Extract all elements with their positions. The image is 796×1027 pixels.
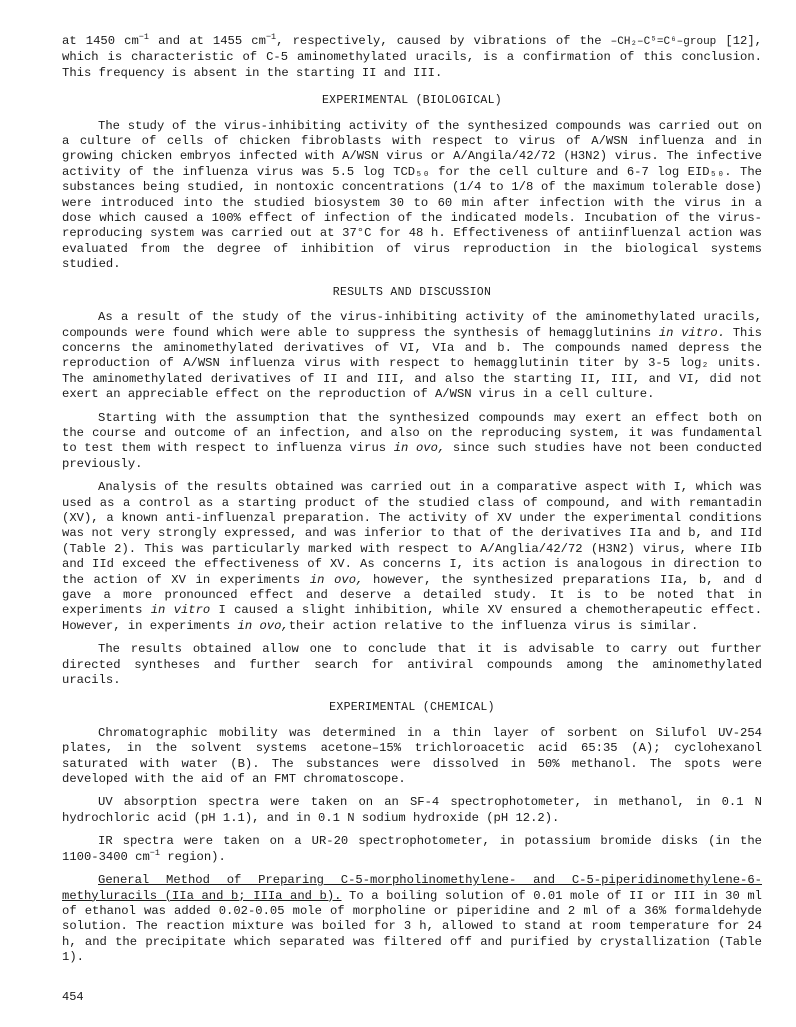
chemical-paragraph-1: Chromatographic mobility was determined in a thin layer of sorbent on Silufol UV-254 plates, in the solvent systems acetone–15% trichloroacetic acid 65:35 (A); cyclohexanol saturated with water (B). The substances were dissolved in 50% methanol. The spots were developed with the aid of an FMT chromatoscope. — [62, 725, 762, 787]
results-paragraph-2 — [62, 411, 762, 473]
chemical-paragraph-2: UV absorption spectra were taken on an SF-4 spectrophotometer, in methanol, in 0.1 N hydrochloric acid (pH 1.1), and in 0.1 N sodium hydroxide (pH 12.2). — [62, 795, 762, 825]
text-run: however, the synthesized preparations IIa, b, and d gave a more pronounced effect and deserve a detailed study. It is to be noted that in experiments — [62, 572, 763, 618]
text-run: I caused a slight inhibition, while XV ensured a chemotherapeutic effect. However, in experiments — [62, 603, 763, 633]
page-number: 454 — [62, 990, 84, 1004]
results-paragraph-1 — [62, 310, 762, 402]
text-run: , respectively, caused by vibrations of the — [276, 34, 611, 48]
text-run: IR spectra were taken on a UR-20 spectrophotometer, in potassium bromide disks (in the 1100-3400 cm — [62, 834, 762, 864]
text-run: To a boiling solution of 0.01 mole of II or III in 30 ml of ethanol was added 0.02-0.05 mole of morpholine or piperidine and 2 ml of a 36% formaldehyde solution. The reaction mixture was boiled for 3 h, allowed to stand at room temperature for 24 h, and the precipitate which separated was filtered off and purified by crystallization (Table 1). — [62, 888, 762, 965]
biological-paragraph: The study of the virus-inhibiting activity of the synthesized compounds was carried out on a culture of cells of chicken fibroblasts with respect to virus of A/WSN influenza and in growing chicken embryos infected with A/WSN virus or A/Angila/42/72 (H3N2) virus. The infective activity of the influenza virus was 5.5 log TCD₅₀ for the cell culture and 6-7 log EID₅₀. The substances being studied, in nontoxic concentrations (1/4 to 1/8 of the maximum tolerable dose) were introduced into the studied biosystem 30 to 60 min after infection with the virus in a dose which caused a 100% effect of infection of the indicated models. Incubation of the virus-reproducing system was carried out at 37°C for 48 h. Effectiveness of antiinfluenzal action was evaluated from the degree of inhibition of virus reproduction in the biological systems studied. — [62, 118, 762, 272]
text-run: This concerns the aminomethylated derivatives of VI, VIa and b. The compounds named depress the reproduction of A/WSN influenza virus with respect to hemagglutinin titer by 3-5 log₂ units. The aminomethylated derivatives of II and III, and also the starting II, III, and VI, did not exert an appreciable effect on the reproduction of A/WSN virus in a cell culture. — [62, 325, 762, 402]
intro-paragraph — [62, 31, 762, 81]
text-run: region). — [159, 849, 226, 864]
italic-term: in vitro. — [658, 325, 726, 340]
text-run: Starting with the assumption that the synthesized compounds may exert an effect both on the course and outcome of an infection, and also on the reproducing system, it was fundamental to test them with respect to influenza virus — [62, 410, 762, 456]
method-title: General Method of Preparing C-5-morpholinomethylene- and C-5-piperidinomethylene-6-methyluracils (IIa and b; IIIa and b). — [62, 873, 762, 903]
text-run: [12], which is characteristic of C-5 aminomethylated uracils, is a confirmation of this conclusion. This frequency is absent in the starting II and III. — [62, 34, 762, 80]
italic-term: in vitro — [150, 603, 211, 618]
superscript: −1 — [265, 31, 277, 42]
chemical-paragraph-4 — [62, 873, 762, 965]
section-heading-chemical: EXPERIMENTAL (CHEMICAL) — [329, 701, 495, 715]
italic-term: in ovo, — [309, 572, 364, 587]
chemical-formula: –CH₂–C⁵=C⁶–group — [610, 36, 717, 48]
section-heading-biological: EXPERIMENTAL (BIOLOGICAL) — [321, 94, 503, 108]
text-run: since such studies have not been conducted previously. — [62, 441, 762, 471]
text-run: As a result of the study of the virus-inhibiting activity of the aminomethylated uracils, compounds were found which were able to suppress the synthesis of hemagglutinins — [62, 310, 762, 340]
text-run: at 1450 cm — [62, 34, 139, 48]
results-paragraph-3 — [62, 480, 762, 634]
text-run: and at 1455 cm — [158, 34, 266, 48]
superscript: −1 — [138, 31, 149, 42]
superscript: −1 — [149, 847, 160, 858]
page-body — [62, 31, 763, 974]
section-heading-results: RESULTS AND DISCUSSION — [332, 285, 492, 299]
text-run: their action relative to the influenza virus is similar. — [288, 618, 699, 633]
italic-term: in ovo, — [393, 441, 446, 456]
chemical-paragraph-3 — [62, 834, 762, 865]
text-run: Analysis of the results obtained was carried out in a comparative aspect with I, which was used as a control as a starting product of the studied class of compound, and with remantadin (XV), a known anti-influenzal preparation. The activity of XV under the experimental conditions was not very strongly expressed, and was inferior to that of the derivatives IIa and b, and IId (Table 2). This was particularly marked with respect to A/Anglia/42/72 (H3N2) virus, where IIb and IId exceed the effectiveness of XV. As concerns I, its action is analogous in direction to the action of XV in experiments — [62, 480, 762, 587]
results-paragraph-4: The results obtained allow one to conclude that it is advisable to carry out further directed syntheses and further search for antiviral compounds among the aminomethylated uracils. — [62, 642, 762, 688]
italic-term: in ovo, — [237, 618, 289, 633]
